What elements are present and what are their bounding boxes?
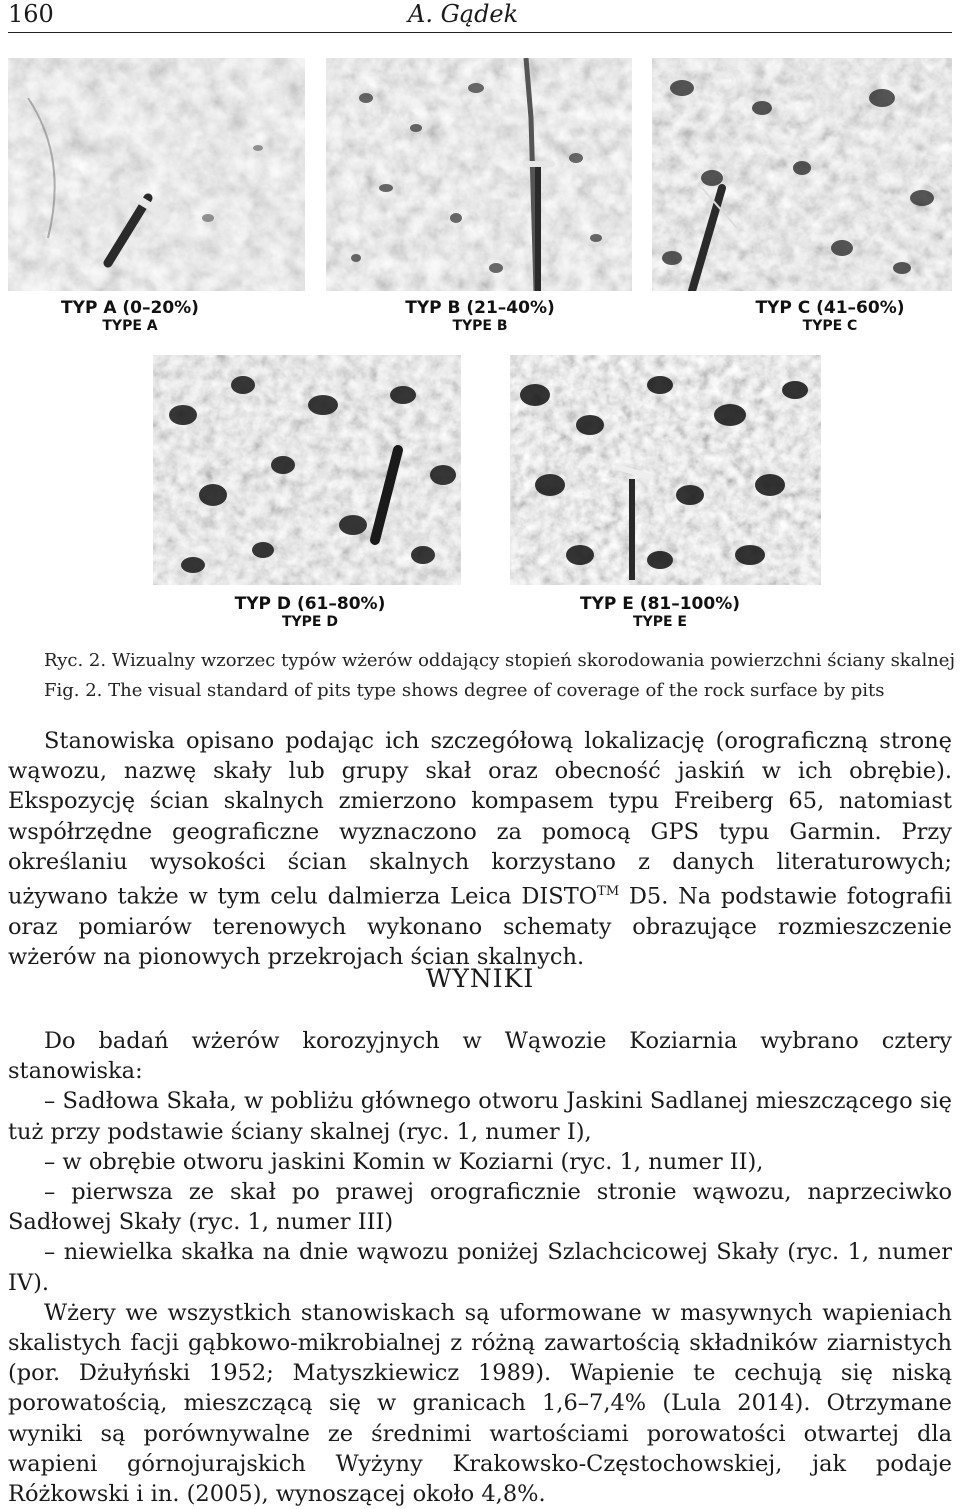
site-list-item: – niewielka skałka na dnie wąwozu poniżej Szlachcicowej Skały (ryc. 1, numer IV). <box>8 1239 952 1296</box>
figure-caption-pl: Ryc. 2. Wizualny wzorzec typów wżerów oddający stopień skorodowania powierzchni ściany skalnej <box>44 650 956 671</box>
label-type-c-pl: TYP C (41–60%) <box>755 298 905 318</box>
results-intro: Do badań wżerów korozyjnych w Wąwozie Koziarnia wybrano cztery stanowiska: <box>8 1028 952 1085</box>
label-type-b-en: TYPE B <box>452 318 508 334</box>
results-paragraph: Wżery we wszystkich stanowiskach są uformowane w masywnych wapieniach skalistych facji gąbkowo-mikrobialnej z różną zawartością składników ziarnistych (por. Dżułyński 1952; Matyszkiewicz 1989). Wapienie te cechują się niską porowatością, mieszczącą się w granicach 1,6–7,4% (Lula 2014). Otrzymane wyniki są porównywalne ze średnimi wartościami porowatości otwartej dla wapieni górnojurajskich Wyżyny Krakowsko-Częstochowskiej, jak podaje Różkowski i in. (2005), wynoszącej około 4,8%. <box>8 1299 952 1508</box>
photo-type-c <box>652 58 952 291</box>
photo-type-b <box>326 58 632 291</box>
running-author: A. Gądek <box>408 0 519 28</box>
label-type-c <box>730 298 930 335</box>
label-type-e <box>550 594 770 631</box>
methods-paragraph <box>8 726 952 972</box>
trademark-sup: TM <box>597 884 620 900</box>
label-type-b-pl: TYP B (21–40%) <box>405 298 555 318</box>
photo-type-a <box>8 58 305 291</box>
methods-text <box>8 726 952 972</box>
label-type-e-en: TYPE E <box>633 614 687 630</box>
methods-text-part2: D5. Na podstawie fotografii oraz pomiarów terenowych wykonano schematy obrazujące rozmieszczenie wżerów na pionowych przekrojach ścian skalnych. <box>8 883 952 970</box>
figure-caption-en: Fig. 2. The visual standard of pits type shows degree of coverage of the rock surface by pits <box>44 680 885 701</box>
methods-text-part1: Stanowiska opisano podając ich szczegółową lokalizację (orograficzną stronę wąwozu, nazwę skały lub grupy skał oraz obecność jaskiń w ich obrębie). Ekspozycję ścian skalnych zmierzono kompasem typu Freiberg 65, natomiast współrzędne geograficzne wyznaczono za pomocą GPS typu Garmin. Przy określaniu wysokości ścian skalnych korzystano z danych literaturowych; używano także w tym celu dalmierza Leica DISTO <box>8 728 952 910</box>
photo-type-d <box>153 355 461 585</box>
results-body <box>8 1026 952 1509</box>
page-number: 160 <box>8 0 54 28</box>
label-type-e-pl: TYP E (81–100%) <box>579 594 741 614</box>
section-heading: WYNIKI <box>425 964 535 993</box>
label-type-a <box>30 298 230 335</box>
label-type-d-en: TYPE D <box>281 614 338 630</box>
running-header <box>8 0 952 34</box>
label-type-a-en: TYPE A <box>102 318 158 334</box>
label-type-a-pl: TYP A (0–20%) <box>61 298 199 318</box>
site-list-item: – Sadłowa Skała, w pobliżu głównego otworu Jaskini Sadlanej mieszczącego się tuż przy podstawie ściany skalnej (ryc. 1, numer I), <box>8 1088 952 1145</box>
header-rule <box>8 32 952 33</box>
label-type-b <box>370 298 590 335</box>
site-list-item: – pierwsza ze skał po prawej orograficznie stronie wąwozu, naprzeciwko Sadłowej Skały (ryc. 1, numer III) <box>8 1179 952 1236</box>
site-list-item: – w obrębie otworu jaskini Komin w Koziarni (ryc. 1, numer II), <box>44 1148 764 1175</box>
label-type-c-en: TYPE C <box>802 318 858 334</box>
label-type-d <box>200 594 420 631</box>
label-type-d-pl: TYP D (61–80%) <box>234 594 386 614</box>
photo-type-e <box>510 355 821 585</box>
